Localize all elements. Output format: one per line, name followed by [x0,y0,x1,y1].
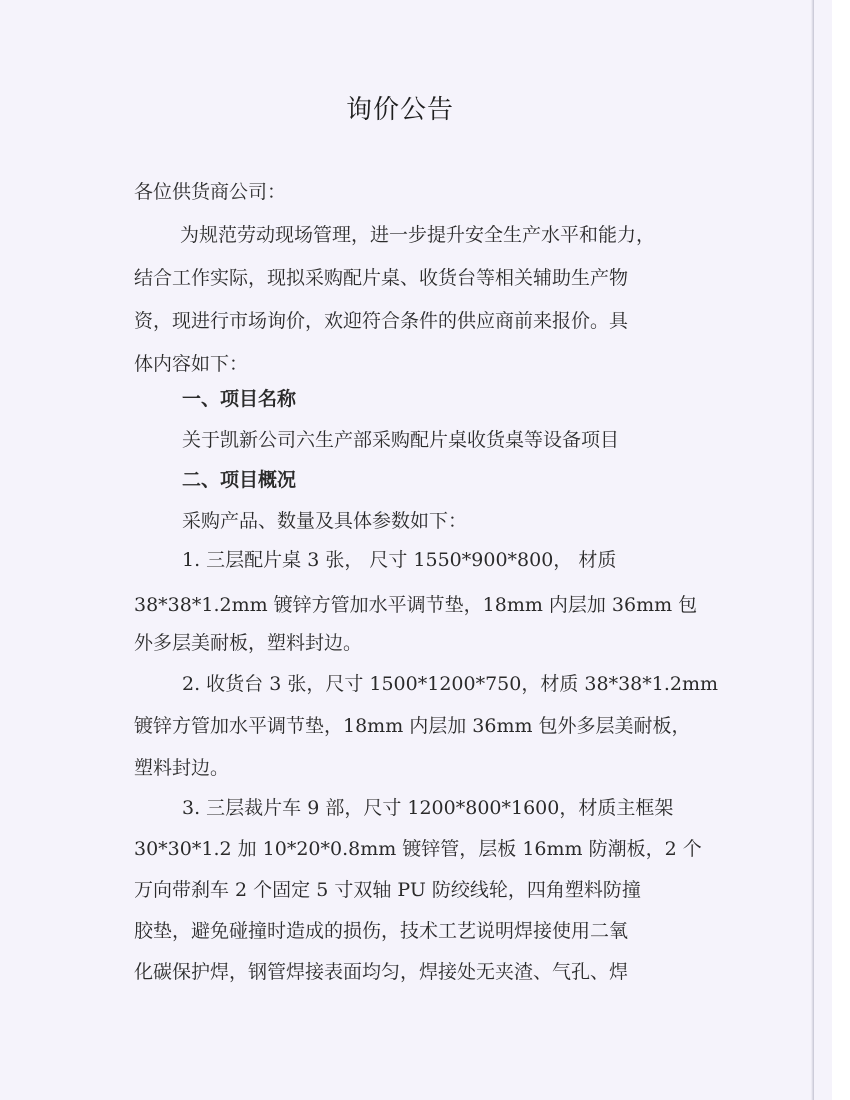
body-line: 胶垫，避免碰撞时造成的损伤，技术工艺说明焊接使用二氧 [134,920,629,942]
body-line: 3. 三层裁片车 9 部，尺寸 1200*800*1600，材质主框架 [182,797,674,819]
body-line: 关于凯新公司六生产部采购配片桌收货桌等设备项目 [182,429,620,451]
body-line: 塑料封边。 [134,757,230,779]
page-edge [811,0,814,1100]
greeting-line: 各位供货商公司： [134,181,287,203]
body-line: 为规范劳动现场管理，进一步提升安全生产水平和能力， [180,224,656,246]
body-line: 30*30*1.2 加 10*20*0.8mm 镀锌管，层板 16mm 防潮板，2 个 [134,838,702,860]
body-line: 化碳保护焊，钢管焊接表面均匀，焊接处无夹渣、气孔、焊 [134,961,629,983]
body-line: 采购产品、数量及具体参数如下： [182,510,468,532]
section-heading: 二、项目概况 [182,469,297,491]
body-line: 万向带刹车 2 个固定 5 寸双轴 PU 防绞线轮，四角塑料防撞 [134,879,641,901]
body-line: 2. 收货台 3 张，尺寸 1500*1200*750，材质 38*38*1.2mm [182,673,718,695]
page-title: 询价公告 [345,95,454,125]
body-line: 镀锌方管加水平调节垫，18mm 内层加 36mm 包外多层美耐板， [134,715,691,737]
body-line: 资，现进行市场询价，欢迎符合条件的供应商前来报价。具 [134,310,629,332]
body-line: 结合工作实际，现拟采购配片桌、收货台等相关辅助生产物 [134,267,629,289]
body-line: 38*38*1.2mm 镀锌方管加水平调节垫，18mm 内层加 36mm 包 [134,594,698,616]
body-line: 外多层美耐板，塑料封边。 [134,632,363,654]
body-line: 体内容如下： [134,353,249,375]
body-line: 1. 三层配片桌 3 张， 尺寸 1550*900*800， 材质 [182,549,617,571]
section-heading: 一、项目名称 [182,388,297,410]
